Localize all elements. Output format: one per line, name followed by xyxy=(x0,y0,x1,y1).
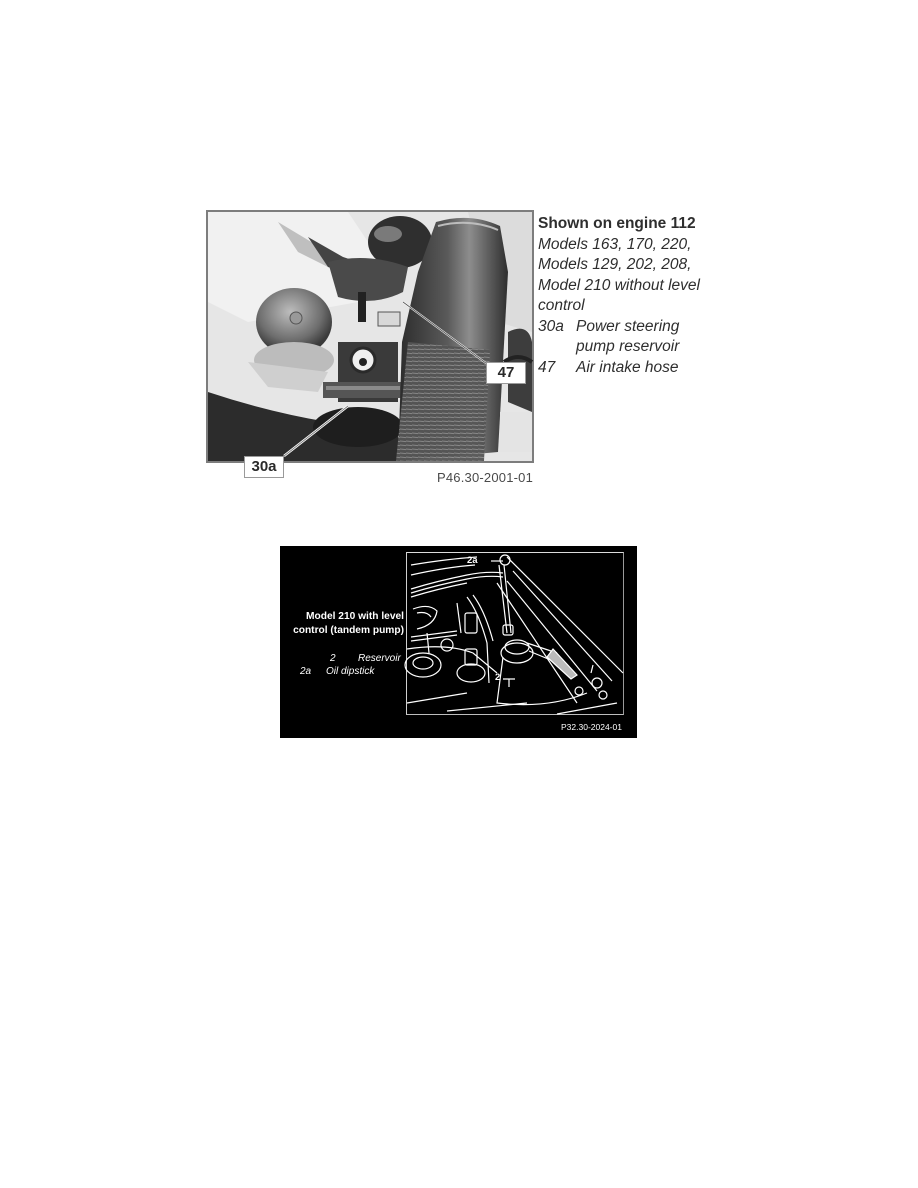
legend-value-line-1: Power steering xyxy=(576,317,680,335)
diagram-legend-item-2a xyxy=(280,665,406,678)
diagram-legend-value: Oil dipstick xyxy=(326,666,375,677)
drawing-label-2a: 2a xyxy=(467,555,478,566)
engine-line-drawing-illustration xyxy=(407,553,623,714)
diagram-legend-key: 2 xyxy=(330,653,336,664)
engine-line-drawing xyxy=(406,552,624,715)
callout-30a: 30a xyxy=(244,456,284,478)
drawing-label-2: 2 xyxy=(495,672,501,683)
photo-legend xyxy=(538,214,748,378)
tandem-pump-diagram xyxy=(280,546,637,738)
photo-figure-code: P46.30-2001-01 xyxy=(437,470,534,485)
legend-models-line-2: Models 129, 202, 208, xyxy=(538,256,692,273)
diagram-legend-key: 2a xyxy=(300,666,312,677)
legend-key: 30a xyxy=(538,317,564,335)
legend-models-line-1: Models 163, 170, 220, xyxy=(538,235,692,253)
legend-item-30a xyxy=(538,317,748,358)
diagram-legend-value: Reservoir xyxy=(358,653,401,664)
diagram-caption-line-1: Model 210 with level xyxy=(306,611,404,622)
diagram-caption xyxy=(280,610,404,637)
legend-item-47 xyxy=(538,358,748,379)
legend-value xyxy=(576,317,748,358)
legend-value: Air intake hose xyxy=(576,358,679,376)
diagram-legend-item-2 xyxy=(280,652,406,665)
engine-photo xyxy=(206,210,534,475)
legend-value-line-2: pump reservoir xyxy=(576,338,680,355)
legend-key: 47 xyxy=(538,358,556,376)
legend-models-line-4: control xyxy=(538,297,585,314)
legend-models-line-3: Model 210 without level xyxy=(538,276,700,294)
engine-photo-illustration xyxy=(208,212,532,461)
diagram-caption-line-2: control (tandem pump) xyxy=(293,624,404,636)
callout-47: 47 xyxy=(486,362,526,384)
diagram-legend xyxy=(280,652,406,678)
diagram-figure-code: P32.30-2024-01 xyxy=(561,722,622,732)
legend-title: Shown on engine 112 xyxy=(538,215,696,232)
